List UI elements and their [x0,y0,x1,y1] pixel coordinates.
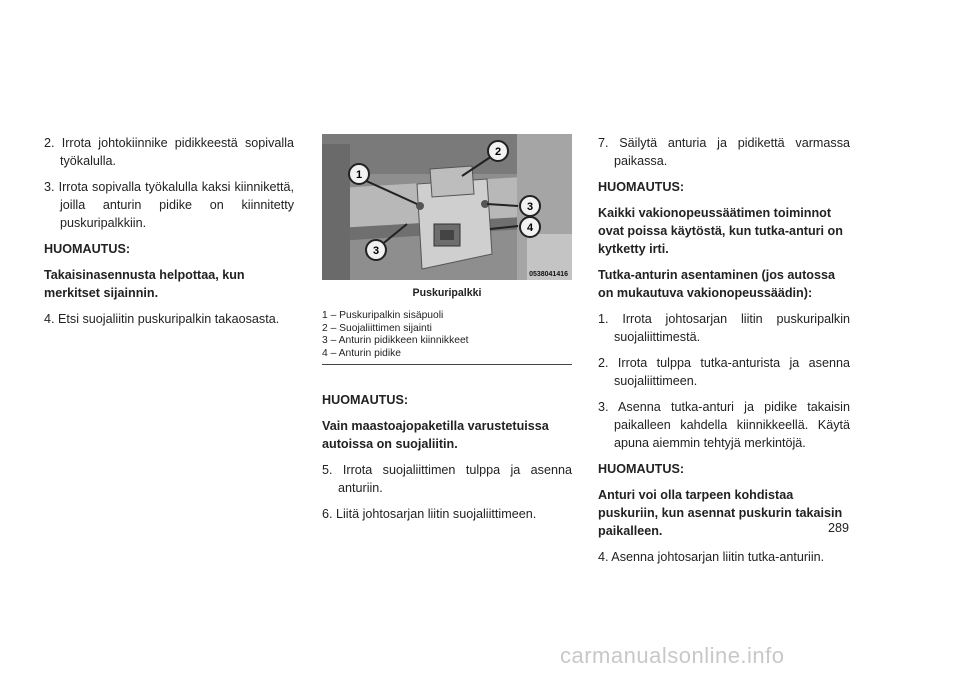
install-step-3: 3. Asenna tutka-anturi ja pidike takaisin paikalleen kahdella kiinnikkeellä. Käytä apuna aiemmin tehtyjä merkintöjä. [598,400,850,450]
callout-3-left-label: 3 [372,245,380,257]
note-text: Kaikki vakionopeussäätimen toiminnot ovat poissa käytöstä, kun tutka-anturi on kytketty irti. [598,206,843,256]
section-heading: Tutka-anturin asentaminen (jos autossa on mukautuva vakionopeussäädin): [598,268,835,300]
install-step-2: 2. Irrota tulppa tutka-anturista ja asenna suojaliittimeen. [598,356,850,388]
note-label: HUOMAUTUS: [598,180,685,194]
step-2: 2. Irrota johtokiinnike pidikkeestä sopivalla työkalulla. [44,136,294,168]
note-text: Anturi voi olla tarpeen kohdistaa puskuriin, kun asennat puskurin takaisin paikalleen. [598,488,843,538]
legend-item: 2 – Suojaliittimen sijainti [322,322,432,334]
step-3: 3. Irrota sopivalla työkalulla kaksi kiinnikettä, joilla anturin pidike on kiinnitetty puskuripalkkiin. [44,180,294,230]
image-code: 0538041416 [529,271,568,278]
install-step-4: 4. Asenna johtosarjan liitin tutka-anturiin. [598,550,825,564]
bumper-illustration [322,134,572,280]
legend-item: 1 – Puskuripalkin sisäpuoli [322,310,444,321]
bumper-figure [322,134,572,280]
callout-4-label: 4 [526,222,534,234]
note-label: HUOMAUTUS: [44,242,131,256]
step-7: 7. Säilytä anturia ja pidikettä varmassa paikassa. [598,136,850,168]
right-column [598,134,850,574]
legend-item: 3 – Anturin pidikkeen kiinnikkeet [322,335,469,347]
left-column [44,134,294,336]
watermark: carmanualsonline.info [560,643,785,668]
figure-legend [322,310,572,365]
step-6: 6. Liitä johtosarjan liitin suojaliittimeen. [322,507,537,522]
step-5: 5. Irrota suojaliittimen tulppa ja asenna anturiin. [322,463,572,496]
note-label: HUOMAUTUS: [598,462,685,476]
callout-3-right-label: 3 [526,201,534,213]
note-label: HUOMAUTUS: [322,393,409,408]
callout-2-label: 2 [494,146,502,158]
note-text: Takaisinasennusta helpottaa, kun merkitset sijainnin. [44,268,245,300]
page-number: 289 [828,521,850,535]
legend-item: 4 – Anturin pidike [322,347,401,359]
callout-1-label: 1 [355,169,363,181]
note-text: Vain maastoajopaketilla varustetuissa autoissa on suojaliitin. [322,419,549,452]
figure-caption: Puskuripalkki [412,287,482,299]
install-step-1: 1. Irrota johtosarjan liitin puskuripalkin suojaliittimestä. [598,312,850,344]
step-4: 4. Etsi suojaliitin puskuripalkin takaosasta. [44,312,280,326]
middle-column [322,134,572,531]
